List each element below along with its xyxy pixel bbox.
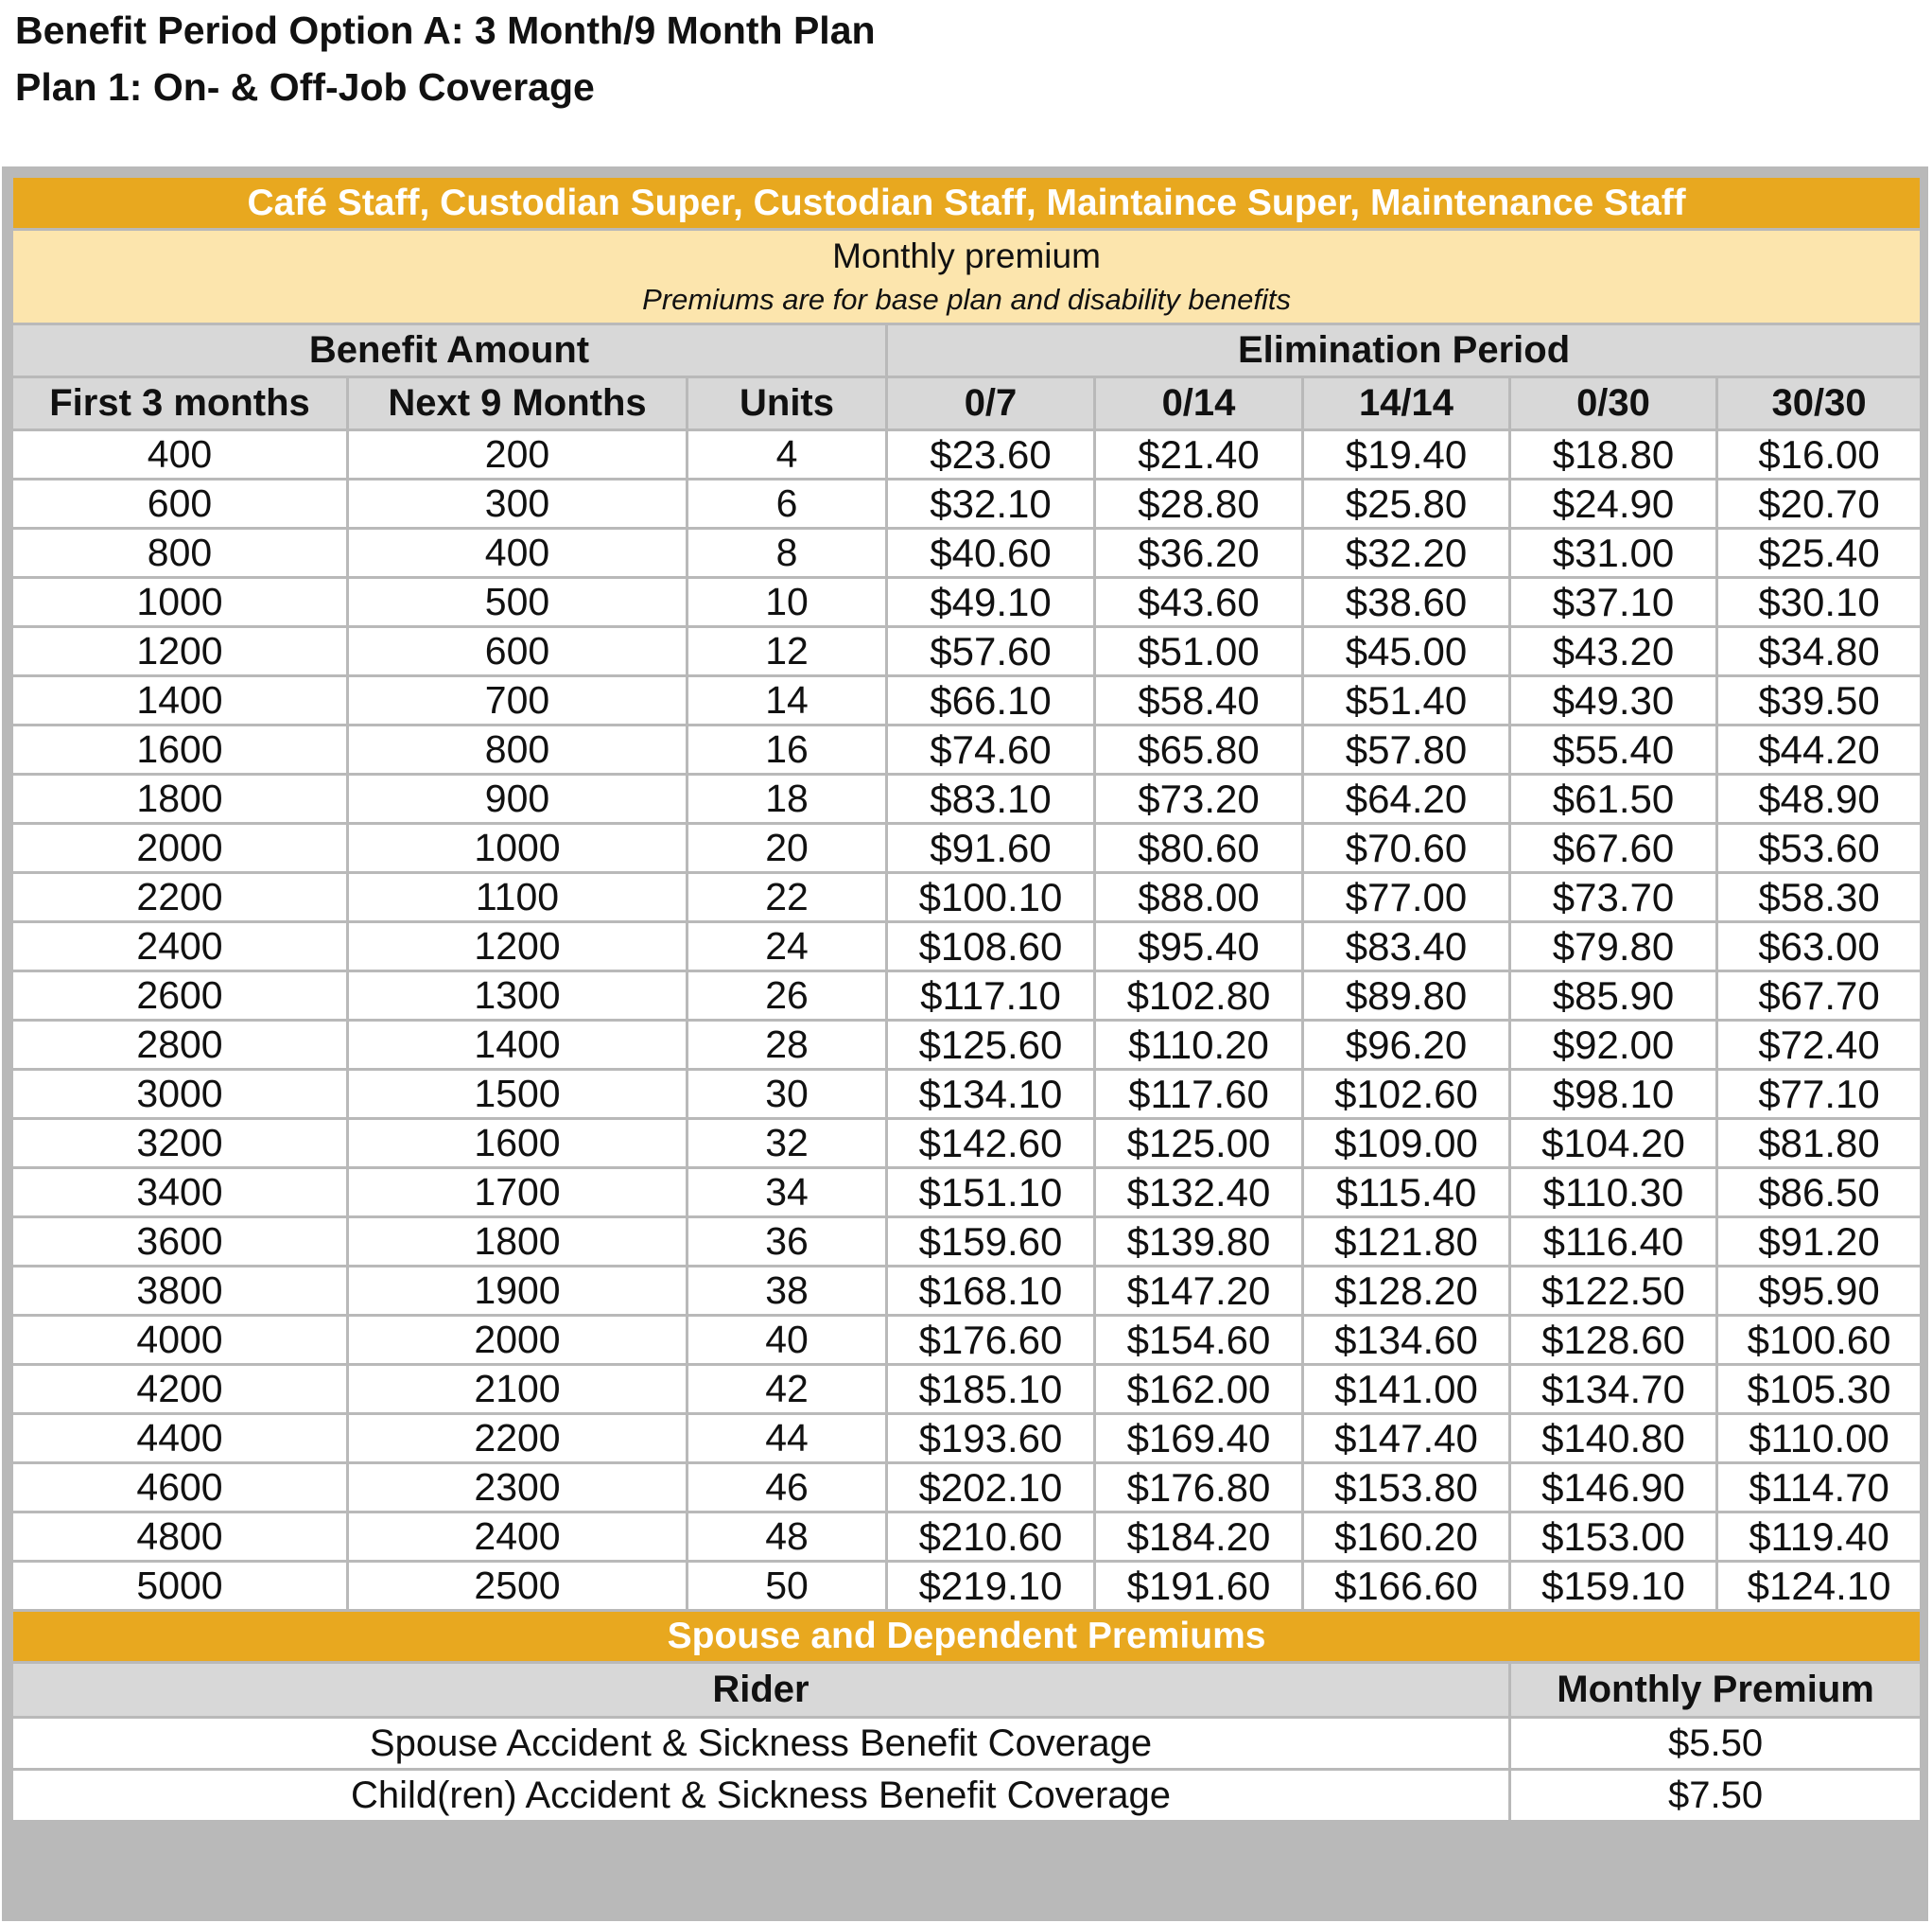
spouse-dependent-title: Spouse and Dependent Premiums <box>12 1611 1922 1663</box>
premium-30-30-cell: $16.00 <box>1717 430 1922 480</box>
table-row <box>12 430 1922 480</box>
first-3-months-cell: 3800 <box>12 1267 348 1316</box>
premium-0-7-cell: $176.60 <box>887 1316 1095 1365</box>
premium-30-30-cell: $119.40 <box>1717 1512 1922 1562</box>
premium-14-14-cell: $64.20 <box>1303 775 1510 824</box>
premium-0-7-cell: $193.60 <box>887 1414 1095 1463</box>
table-row <box>12 1316 1922 1365</box>
premium-0-14-cell: $65.80 <box>1095 725 1303 775</box>
premium-0-30-cell: $67.60 <box>1510 824 1717 873</box>
premium-0-14-cell: $125.00 <box>1095 1119 1303 1168</box>
premium-14-14-cell: $134.60 <box>1303 1316 1510 1365</box>
premium-0-7-cell: $100.10 <box>887 873 1095 922</box>
premium-0-30-cell: $43.20 <box>1510 627 1717 676</box>
premium-0-30-cell: $98.10 <box>1510 1070 1717 1119</box>
units-cell: 12 <box>688 627 887 676</box>
premium-30-30-cell: $100.60 <box>1717 1316 1922 1365</box>
table-row <box>12 1365 1922 1414</box>
premium-14-14-cell: $70.60 <box>1303 824 1510 873</box>
next-9-months-cell: 800 <box>348 725 688 775</box>
rider-row <box>12 1718 1922 1770</box>
premium-0-7-cell: $108.60 <box>887 922 1095 971</box>
premium-14-14-cell: $51.40 <box>1303 676 1510 725</box>
premium-30-30-cell: $63.00 <box>1717 922 1922 971</box>
premium-14-14-cell: $147.40 <box>1303 1414 1510 1463</box>
premium-info-banner <box>12 230 1922 324</box>
premium-14-14-cell: $19.40 <box>1303 430 1510 480</box>
next-9-months-cell: 300 <box>348 480 688 529</box>
first-3-months-cell: 1400 <box>12 676 348 725</box>
premium-0-30-cell: $73.70 <box>1510 873 1717 922</box>
premium-14-14-cell: $32.20 <box>1303 529 1510 578</box>
next-9-months-cell: 700 <box>348 676 688 725</box>
premium-30-30-cell: $30.10 <box>1717 578 1922 627</box>
premium-0-7-cell: $202.10 <box>887 1463 1095 1512</box>
units-cell: 46 <box>688 1463 887 1512</box>
first-3-months-cell: 3600 <box>12 1217 348 1267</box>
premium-0-30-cell: $153.00 <box>1510 1512 1717 1562</box>
premium-0-7-cell: $134.10 <box>887 1070 1095 1119</box>
premium-0-7-cell: $66.10 <box>887 676 1095 725</box>
first-3-months-cell: 3000 <box>12 1070 348 1119</box>
premium-0-14-cell: $117.60 <box>1095 1070 1303 1119</box>
premium-0-7-cell: $23.60 <box>887 430 1095 480</box>
units-cell: 22 <box>688 873 887 922</box>
next-9-months-cell: 2500 <box>348 1562 688 1611</box>
rider-name: Child(ren) Accident & Sickness Benefit Coverage <box>12 1770 1510 1822</box>
premium-0-7-cell: $151.10 <box>887 1168 1095 1217</box>
next-9-months-cell: 2300 <box>348 1463 688 1512</box>
premium-0-7-cell: $74.60 <box>887 725 1095 775</box>
premium-0-14-cell: $154.60 <box>1095 1316 1303 1365</box>
table-row <box>12 1267 1922 1316</box>
next-9-months-cell: 2100 <box>348 1365 688 1414</box>
premium-0-7-cell: $91.60 <box>887 824 1095 873</box>
premium-14-14-cell: $102.60 <box>1303 1070 1510 1119</box>
premium-0-30-cell: $79.80 <box>1510 922 1717 971</box>
rider-premium-header: Monthly Premium <box>1510 1663 1922 1718</box>
rider-header: Rider <box>12 1663 1510 1718</box>
first-3-months-cell: 2800 <box>12 1021 348 1070</box>
next-9-months-cell: 1900 <box>348 1267 688 1316</box>
premium-30-30-cell: $20.70 <box>1717 480 1922 529</box>
next-9-months-cell: 1300 <box>348 971 688 1021</box>
premium-0-14-cell: $110.20 <box>1095 1021 1303 1070</box>
rider-name: Spouse Accident & Sickness Benefit Coverage <box>12 1718 1510 1770</box>
rider-premium: $5.50 <box>1510 1718 1922 1770</box>
premium-30-30-cell: $39.50 <box>1717 676 1922 725</box>
column-header: 0/7 <box>887 377 1095 430</box>
first-3-months-cell: 4200 <box>12 1365 348 1414</box>
premium-14-14-cell: $83.40 <box>1303 922 1510 971</box>
first-3-months-cell: 4000 <box>12 1316 348 1365</box>
premium-30-30-cell: $34.80 <box>1717 627 1922 676</box>
premium-0-14-cell: $43.60 <box>1095 578 1303 627</box>
units-cell: 44 <box>688 1414 887 1463</box>
units-cell: 4 <box>688 430 887 480</box>
premium-14-14-cell: $45.00 <box>1303 627 1510 676</box>
premium-0-30-cell: $55.40 <box>1510 725 1717 775</box>
premium-0-7-cell: $125.60 <box>887 1021 1095 1070</box>
first-3-months-cell: 1000 <box>12 578 348 627</box>
premium-0-14-cell: $51.00 <box>1095 627 1303 676</box>
column-header: 0/14 <box>1095 377 1303 430</box>
premium-0-30-cell: $104.20 <box>1510 1119 1717 1168</box>
premium-0-14-cell: $176.80 <box>1095 1463 1303 1512</box>
premium-14-14-cell: $77.00 <box>1303 873 1510 922</box>
next-9-months-cell: 1100 <box>348 873 688 922</box>
units-cell: 42 <box>688 1365 887 1414</box>
column-header: Next 9 Months <box>348 377 688 430</box>
column-header-row <box>12 377 1922 430</box>
units-cell: 16 <box>688 725 887 775</box>
first-3-months-cell: 2200 <box>12 873 348 922</box>
premium-0-30-cell: $140.80 <box>1510 1414 1717 1463</box>
units-cell: 34 <box>688 1168 887 1217</box>
units-cell: 26 <box>688 971 887 1021</box>
premium-30-30-cell: $77.10 <box>1717 1070 1922 1119</box>
premium-0-14-cell: $80.60 <box>1095 824 1303 873</box>
monthly-premium-label: Monthly premium <box>832 236 1101 275</box>
premium-0-30-cell: $31.00 <box>1510 529 1717 578</box>
premium-14-14-cell: $166.60 <box>1303 1562 1510 1611</box>
premium-30-30-cell: $124.10 <box>1717 1562 1922 1611</box>
premium-0-30-cell: $24.90 <box>1510 480 1717 529</box>
first-3-months-cell: 800 <box>12 529 348 578</box>
premium-14-14-cell: $141.00 <box>1303 1365 1510 1414</box>
premium-note: Premiums are for base plan and disability benefits <box>642 282 1291 316</box>
premium-30-30-cell: $86.50 <box>1717 1168 1922 1217</box>
premium-14-14-cell: $89.80 <box>1303 971 1510 1021</box>
table-row <box>12 725 1922 775</box>
first-3-months-cell: 4600 <box>12 1463 348 1512</box>
employee-group-title: Café Staff, Custodian Super, Custodian Staff, Maintaince Super, Maintenance Staff <box>12 177 1922 230</box>
table-row <box>12 578 1922 627</box>
premium-14-14-cell: $128.20 <box>1303 1267 1510 1316</box>
premium-14-14-cell: $57.80 <box>1303 725 1510 775</box>
next-9-months-cell: 500 <box>348 578 688 627</box>
premium-0-14-cell: $147.20 <box>1095 1267 1303 1316</box>
premium-30-30-cell: $48.90 <box>1717 775 1922 824</box>
table-row <box>12 1021 1922 1070</box>
premium-30-30-cell: $95.90 <box>1717 1267 1922 1316</box>
premium-0-14-cell: $102.80 <box>1095 971 1303 1021</box>
units-cell: 38 <box>688 1267 887 1316</box>
premium-0-7-cell: $117.10 <box>887 971 1095 1021</box>
table-row <box>12 1562 1922 1611</box>
premium-0-7-cell: $159.60 <box>887 1217 1095 1267</box>
next-9-months-cell: 1200 <box>348 922 688 971</box>
premium-0-14-cell: $132.40 <box>1095 1168 1303 1217</box>
units-cell: 36 <box>688 1217 887 1267</box>
next-9-months-cell: 1500 <box>348 1070 688 1119</box>
premium-0-14-cell: $169.40 <box>1095 1414 1303 1463</box>
table-row <box>12 627 1922 676</box>
first-3-months-cell: 1800 <box>12 775 348 824</box>
premium-0-14-cell: $139.80 <box>1095 1217 1303 1267</box>
premium-14-14-cell: $109.00 <box>1303 1119 1510 1168</box>
next-9-months-cell: 1400 <box>348 1021 688 1070</box>
premium-0-14-cell: $184.20 <box>1095 1512 1303 1562</box>
premium-14-14-cell: $121.80 <box>1303 1217 1510 1267</box>
next-9-months-cell: 2200 <box>348 1414 688 1463</box>
first-3-months-cell: 3200 <box>12 1119 348 1168</box>
premium-0-7-cell: $83.10 <box>887 775 1095 824</box>
premium-0-7-cell: $57.60 <box>887 627 1095 676</box>
premium-30-30-cell: $58.30 <box>1717 873 1922 922</box>
plan-title: Benefit Period Option A: 3 Month/9 Month Plan <box>15 9 876 52</box>
plan-subtitle: Plan 1: On- & Off-Job Coverage <box>15 65 595 109</box>
next-9-months-cell: 600 <box>348 627 688 676</box>
premium-30-30-cell: $44.20 <box>1717 725 1922 775</box>
next-9-months-cell: 900 <box>348 775 688 824</box>
premium-30-30-cell: $114.70 <box>1717 1463 1922 1512</box>
premium-0-14-cell: $28.80 <box>1095 480 1303 529</box>
units-cell: 20 <box>688 824 887 873</box>
elimination-period-header: Elimination Period <box>887 324 1922 377</box>
premium-0-30-cell: $116.40 <box>1510 1217 1717 1267</box>
column-header: 30/30 <box>1717 377 1922 430</box>
next-9-months-cell: 1600 <box>348 1119 688 1168</box>
premium-0-14-cell: $73.20 <box>1095 775 1303 824</box>
table-row <box>12 1414 1922 1463</box>
premium-30-30-cell: $91.20 <box>1717 1217 1922 1267</box>
column-header: Units <box>688 377 887 430</box>
rider-premium: $7.50 <box>1510 1770 1922 1822</box>
premium-0-30-cell: $134.70 <box>1510 1365 1717 1414</box>
table-row <box>12 529 1922 578</box>
premium-30-30-cell: $53.60 <box>1717 824 1922 873</box>
premium-30-30-cell: $72.40 <box>1717 1021 1922 1070</box>
table-row <box>12 873 1922 922</box>
premium-0-14-cell: $36.20 <box>1095 529 1303 578</box>
premium-0-14-cell: $191.60 <box>1095 1562 1303 1611</box>
units-cell: 24 <box>688 922 887 971</box>
premium-30-30-cell: $110.00 <box>1717 1414 1922 1463</box>
units-cell: 18 <box>688 775 887 824</box>
column-header: First 3 months <box>12 377 348 430</box>
first-3-months-cell: 1200 <box>12 627 348 676</box>
next-9-months-cell: 200 <box>348 430 688 480</box>
premium-0-7-cell: $168.10 <box>887 1267 1095 1316</box>
premium-0-14-cell: $88.00 <box>1095 873 1303 922</box>
table-row <box>12 676 1922 725</box>
premium-0-7-cell: $210.60 <box>887 1512 1095 1562</box>
table-row <box>12 1463 1922 1512</box>
premium-14-14-cell: $38.60 <box>1303 578 1510 627</box>
first-3-months-cell: 4400 <box>12 1414 348 1463</box>
units-cell: 28 <box>688 1021 887 1070</box>
next-9-months-cell: 2000 <box>348 1316 688 1365</box>
next-9-months-cell: 1700 <box>348 1168 688 1217</box>
premium-0-30-cell: $128.60 <box>1510 1316 1717 1365</box>
premium-0-7-cell: $32.10 <box>887 480 1095 529</box>
premium-30-30-cell: $67.70 <box>1717 971 1922 1021</box>
premium-0-30-cell: $92.00 <box>1510 1021 1717 1070</box>
premium-14-14-cell: $153.80 <box>1303 1463 1510 1512</box>
units-cell: 32 <box>688 1119 887 1168</box>
table-row <box>12 824 1922 873</box>
column-header: 14/14 <box>1303 377 1510 430</box>
premium-30-30-cell: $81.80 <box>1717 1119 1922 1168</box>
premium-0-14-cell: $58.40 <box>1095 676 1303 725</box>
first-3-months-cell: 2000 <box>12 824 348 873</box>
table-row <box>12 480 1922 529</box>
table-row <box>12 922 1922 971</box>
premium-14-14-cell: $96.20 <box>1303 1021 1510 1070</box>
units-cell: 50 <box>688 1562 887 1611</box>
premium-14-14-cell: $160.20 <box>1303 1512 1510 1562</box>
next-9-months-cell: 2400 <box>348 1512 688 1562</box>
premium-0-14-cell: $21.40 <box>1095 430 1303 480</box>
first-3-months-cell: 600 <box>12 480 348 529</box>
first-3-months-cell: 2600 <box>12 971 348 1021</box>
first-3-months-cell: 3400 <box>12 1168 348 1217</box>
table-row <box>12 1512 1922 1562</box>
units-cell: 14 <box>688 676 887 725</box>
units-cell: 40 <box>688 1316 887 1365</box>
premium-table <box>10 175 1923 1823</box>
premium-0-30-cell: $110.30 <box>1510 1168 1717 1217</box>
premium-0-30-cell: $18.80 <box>1510 430 1717 480</box>
premium-0-30-cell: $159.10 <box>1510 1562 1717 1611</box>
units-cell: 10 <box>688 578 887 627</box>
premium-table-frame <box>2 166 1928 1921</box>
premium-0-7-cell: $40.60 <box>887 529 1095 578</box>
premium-0-30-cell: $122.50 <box>1510 1267 1717 1316</box>
units-cell: 48 <box>688 1512 887 1562</box>
units-cell: 30 <box>688 1070 887 1119</box>
table-row <box>12 775 1922 824</box>
premium-0-14-cell: $162.00 <box>1095 1365 1303 1414</box>
premium-0-7-cell: $49.10 <box>887 578 1095 627</box>
premium-0-30-cell: $85.90 <box>1510 971 1717 1021</box>
table-row <box>12 1119 1922 1168</box>
premium-0-14-cell: $95.40 <box>1095 922 1303 971</box>
premium-14-14-cell: $25.80 <box>1303 480 1510 529</box>
premium-14-14-cell: $115.40 <box>1303 1168 1510 1217</box>
premium-0-7-cell: $185.10 <box>887 1365 1095 1414</box>
premium-0-7-cell: $219.10 <box>887 1562 1095 1611</box>
units-cell: 8 <box>688 529 887 578</box>
next-9-months-cell: 1800 <box>348 1217 688 1267</box>
rider-row <box>12 1770 1922 1822</box>
next-9-months-cell: 400 <box>348 529 688 578</box>
benefit-amount-header: Benefit Amount <box>12 324 887 377</box>
table-row <box>12 1168 1922 1217</box>
units-cell: 6 <box>688 480 887 529</box>
first-3-months-cell: 5000 <box>12 1562 348 1611</box>
premium-0-30-cell: $49.30 <box>1510 676 1717 725</box>
next-9-months-cell: 1000 <box>348 824 688 873</box>
first-3-months-cell: 400 <box>12 430 348 480</box>
premium-0-30-cell: $146.90 <box>1510 1463 1717 1512</box>
table-row <box>12 1217 1922 1267</box>
premium-30-30-cell: $105.30 <box>1717 1365 1922 1414</box>
first-3-months-cell: 2400 <box>12 922 348 971</box>
premium-0-30-cell: $61.50 <box>1510 775 1717 824</box>
first-3-months-cell: 4800 <box>12 1512 348 1562</box>
premium-0-7-cell: $142.60 <box>887 1119 1095 1168</box>
column-header: 0/30 <box>1510 377 1717 430</box>
table-row <box>12 1070 1922 1119</box>
first-3-months-cell: 1600 <box>12 725 348 775</box>
premium-0-30-cell: $37.10 <box>1510 578 1717 627</box>
table-row <box>12 971 1922 1021</box>
premium-30-30-cell: $25.40 <box>1717 529 1922 578</box>
